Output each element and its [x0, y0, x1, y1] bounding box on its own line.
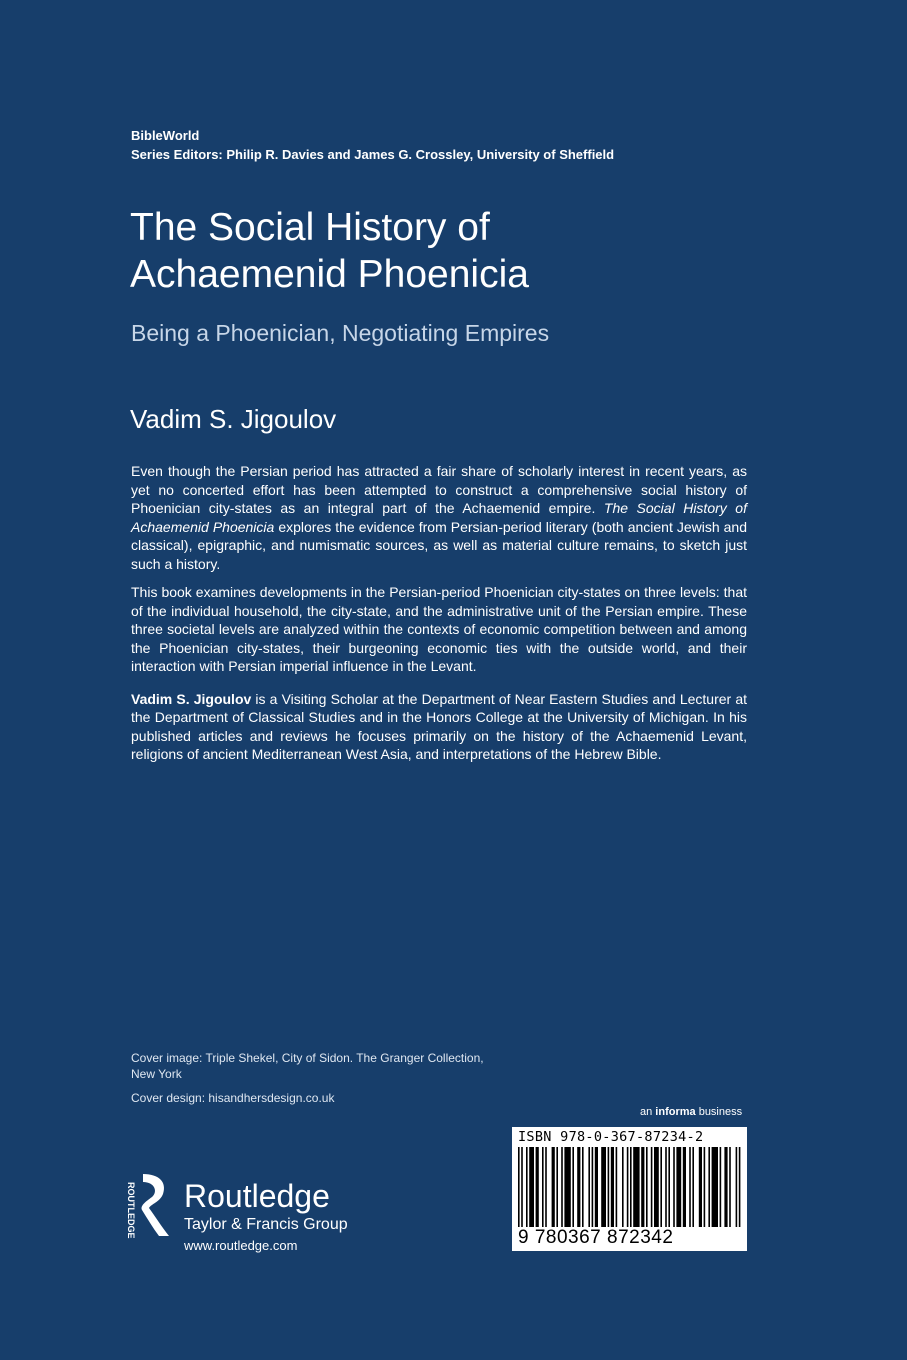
informa-suffix: business	[695, 1106, 743, 1118]
book-title	[130, 204, 750, 298]
blurb-p1-start: Even though the Persian period has attracted a fair share of scholarly interest in recent years, as yet no concerted effort has been attempted to construct a comprehensive social history of Phoenician city-states as an integral part of the Achaemenid empire.	[131, 463, 747, 516]
barcode-bar	[577, 1147, 580, 1227]
barcode-bar	[616, 1147, 618, 1227]
barcode-bar	[608, 1147, 610, 1227]
barcode-bar	[630, 1147, 632, 1227]
barcode-bar	[542, 1147, 544, 1227]
barcode-bar	[699, 1147, 702, 1227]
series-name: BibleWorld	[131, 128, 200, 143]
barcode-bar	[689, 1147, 691, 1227]
publisher-url: www.routledge.com	[184, 1238, 298, 1253]
barcode-bar	[572, 1147, 574, 1227]
barcode-bar	[646, 1147, 648, 1227]
barcode-bar	[673, 1147, 675, 1227]
publisher-name: Routledge	[184, 1178, 330, 1214]
book-subtitle: Being a Phoenician, Negotiating Empires	[131, 320, 550, 346]
barcode-bar	[529, 1147, 534, 1227]
barcode-bar	[561, 1147, 563, 1227]
barcode-bar	[676, 1147, 681, 1227]
barcode-bar	[708, 1147, 710, 1227]
cover-image-credit-1: Cover image: Triple Shekel, City of Sidon. The Granger Collection,	[131, 1051, 484, 1065]
publisher-group: Taylor & Francis Group	[184, 1216, 348, 1233]
barcode-bar	[712, 1147, 718, 1227]
blurb-p1-italic-title: The Social History of Achaemenid Phoenicia	[131, 500, 747, 535]
barcode-bar	[545, 1147, 547, 1227]
barcode-bar	[660, 1147, 662, 1227]
barcode-bar	[665, 1147, 667, 1227]
informa-brand: informa	[655, 1106, 696, 1118]
cover-image-credit-2: New York	[131, 1067, 182, 1081]
barcode-bar	[739, 1147, 741, 1227]
blurb	[131, 462, 747, 774]
informa-tagline	[640, 1106, 742, 1118]
cover-credits	[131, 1050, 484, 1106]
barcode-bar	[595, 1147, 598, 1227]
title-line-1: The Social History of	[130, 206, 490, 249]
barcode-bar	[622, 1147, 624, 1227]
routledge-logo-icon	[125, 1170, 175, 1242]
informa-prefix: an	[640, 1106, 656, 1118]
barcode-bars	[516, 1147, 743, 1227]
barcode-bar	[564, 1147, 570, 1227]
barcode-bar	[654, 1147, 659, 1227]
barcode-bar	[611, 1147, 614, 1227]
barcode-bar	[518, 1147, 520, 1227]
barcode-bar	[724, 1147, 727, 1227]
barcode-bar	[526, 1147, 528, 1227]
barcode-bar	[588, 1147, 590, 1227]
routledge-vertical-text: ROUTLEDGE	[126, 1182, 136, 1239]
barcode-bar	[633, 1147, 639, 1227]
bio-author-name: Vadim S. Jigoulov	[131, 690, 252, 707]
series-block	[131, 126, 614, 164]
barcode-bar	[556, 1147, 558, 1227]
barcode-bar	[729, 1147, 731, 1227]
barcode-bar	[627, 1147, 629, 1227]
barcode-bar	[668, 1147, 670, 1227]
barcode-bar	[592, 1147, 594, 1227]
barcode-bar	[736, 1147, 738, 1227]
isbn-label: ISBN 978-0-367-87234-2	[518, 1129, 704, 1145]
barcode-bar	[683, 1147, 686, 1227]
barcode-bar	[582, 1147, 584, 1227]
barcode-bar	[601, 1147, 606, 1227]
series-editors: Series Editors: Philip R. Davies and James G. Crossley, University of Sheffield	[131, 147, 615, 162]
barcode-bar	[651, 1147, 653, 1227]
bio-text: is a Visiting Scholar at the Department of Near Eastern Studies and Lecturer at the Department of Classical Studies and in the Honors College at the University of Michigan. In his published articles and reviews he focuses primarily on the history of the Achaemenid Levant, religions of ancient Mediterranean West Asia, and interpretations of the Hebrew Bible.	[131, 690, 747, 762]
barcode-bar	[552, 1147, 555, 1227]
author-name: Vadim S. Jigoulov	[130, 404, 337, 434]
isbn-barcode	[512, 1127, 747, 1251]
ean-digits: 9 780367 872342	[518, 1227, 674, 1248]
blurb-paragraph-1	[131, 462, 747, 573]
blurb-paragraph-2: This book examines developments in the Persian-period Phoenician city-states on three levels: that of the individual household, the city-state, and the administrative unit of the Persian empire. These three societal levels are analyzed within the contexts of economic competition between and among the Phoenician city-states, their burgeoning economic ties with the outside world, and their interaction with Persian imperial influence in the Levant.	[131, 584, 747, 674]
barcode-bar	[641, 1147, 644, 1227]
title-line-2: Achaemenid Phoenicia	[130, 253, 529, 296]
cover-design-credit: Cover design: hisandhersdesign.co.uk	[131, 1091, 335, 1105]
blurb-p1-end: explores the evidence from Persian-period literary (both ancient Jewish and classical), epigraphic, and numismatic sources, as well as material culture remains, to sketch just such a history.	[131, 518, 747, 572]
barcode-bar	[704, 1147, 706, 1227]
barcode-bar	[692, 1147, 694, 1227]
barcode-bar	[720, 1147, 722, 1227]
author-bio	[131, 690, 747, 764]
barcode-bar	[536, 1147, 539, 1227]
barcode-bar	[521, 1147, 523, 1227]
publisher-block	[184, 1178, 348, 1256]
